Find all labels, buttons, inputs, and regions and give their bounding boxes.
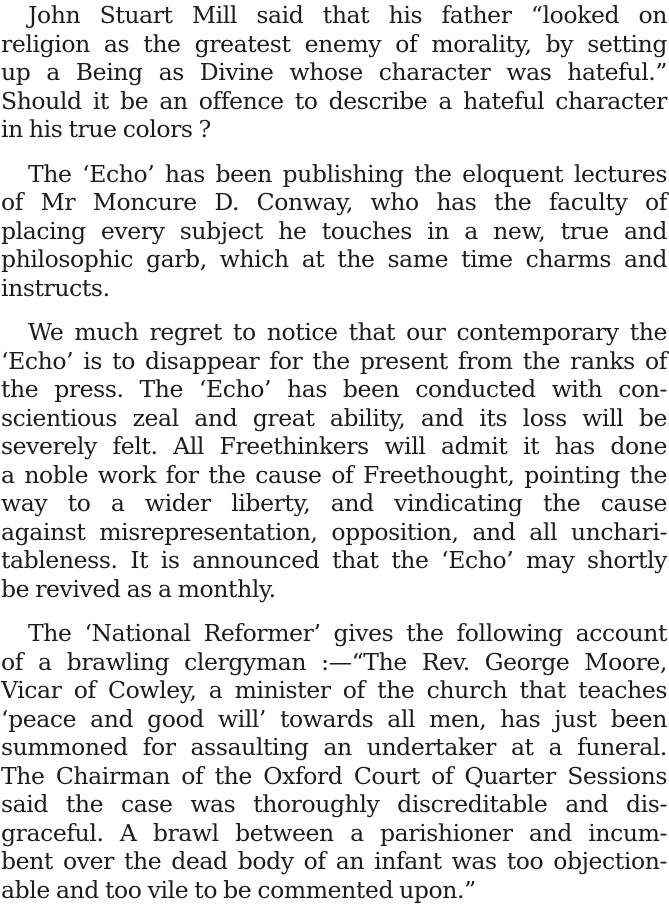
text-line: ‘Echo’ is to disappear for the present from the ranks of: [1, 347, 667, 376]
paragraph-brawling-clergyman: [1, 619, 667, 904]
paragraph-mill-quote: [1, 0, 667, 144]
text-line: Should it be an offence to describe a hateful character: [1, 87, 667, 116]
text-line: ‘peace and good will’ towards all men, has just been: [1, 705, 667, 734]
paragraph-echo-lectures: [1, 160, 667, 303]
text-line: religion as the greatest enemy of morality, by setting: [1, 30, 667, 59]
text-line: instructs.: [1, 274, 667, 303]
text-line: bent over the dead body of an infant was too objection-: [1, 847, 667, 876]
text-line: in his true colors ?: [1, 115, 667, 144]
text-line: The ‘Echo’ has been publishing the eloquent lectures: [1, 160, 667, 189]
text-line: against misrepresentation, opposition, and all unchari-: [1, 518, 667, 547]
text-line: of a brawling clergyman :—“The Rev. George Moore,: [1, 648, 667, 677]
text-line: the press. The ‘Echo’ has been conducted with con-: [1, 375, 667, 404]
text-line: philosophic garb, which at the same time charms and: [1, 245, 667, 274]
text-line: tableness. It is announced that the ‘Echo’ may shortly: [1, 546, 667, 575]
paragraph-echo-disappearance: [1, 318, 667, 603]
paragraph-spacer: [1, 603, 667, 619]
text-line: be revived as a monthly.: [1, 575, 667, 604]
paragraph-spacer: [1, 144, 667, 160]
text-line: John Stuart Mill said that his father “looked on: [1, 1, 667, 30]
text-line: placing every subject he touches in a new, true and: [1, 217, 667, 246]
text-line: able and too vile to be commented upon.”: [1, 876, 667, 904]
text-line: a noble work for the cause of Freethought, pointing the: [1, 461, 667, 490]
paragraph-spacer: [1, 302, 667, 318]
text-line: way to a wider liberty, and vindicating the cause: [1, 489, 667, 518]
text-line: summoned for assaulting an undertaker at a funeral.: [1, 733, 667, 762]
text-line: of Mr Moncure D. Conway, who has the faculty of: [1, 188, 667, 217]
text-line: The ‘National Reformer’ gives the following account: [1, 619, 667, 648]
text-line: graceful. A brawl between a parishioner and incum-: [1, 819, 667, 848]
text-line: We much regret to notice that our contemporary the: [1, 318, 667, 347]
text-line: said the case was thoroughly discreditable and dis-: [1, 790, 667, 819]
text-line: The Chairman of the Oxford Court of Quarter Sessions: [1, 762, 667, 791]
text-line: severely felt. All Freethinkers will admit it has done: [1, 432, 667, 461]
text-line: up a Being as Divine whose character was hateful.”: [1, 58, 667, 87]
text-line: Vicar of Cowley, a minister of the church that teaches: [1, 676, 667, 705]
text-line: scientious zeal and great ability, and its loss will be: [1, 404, 667, 433]
